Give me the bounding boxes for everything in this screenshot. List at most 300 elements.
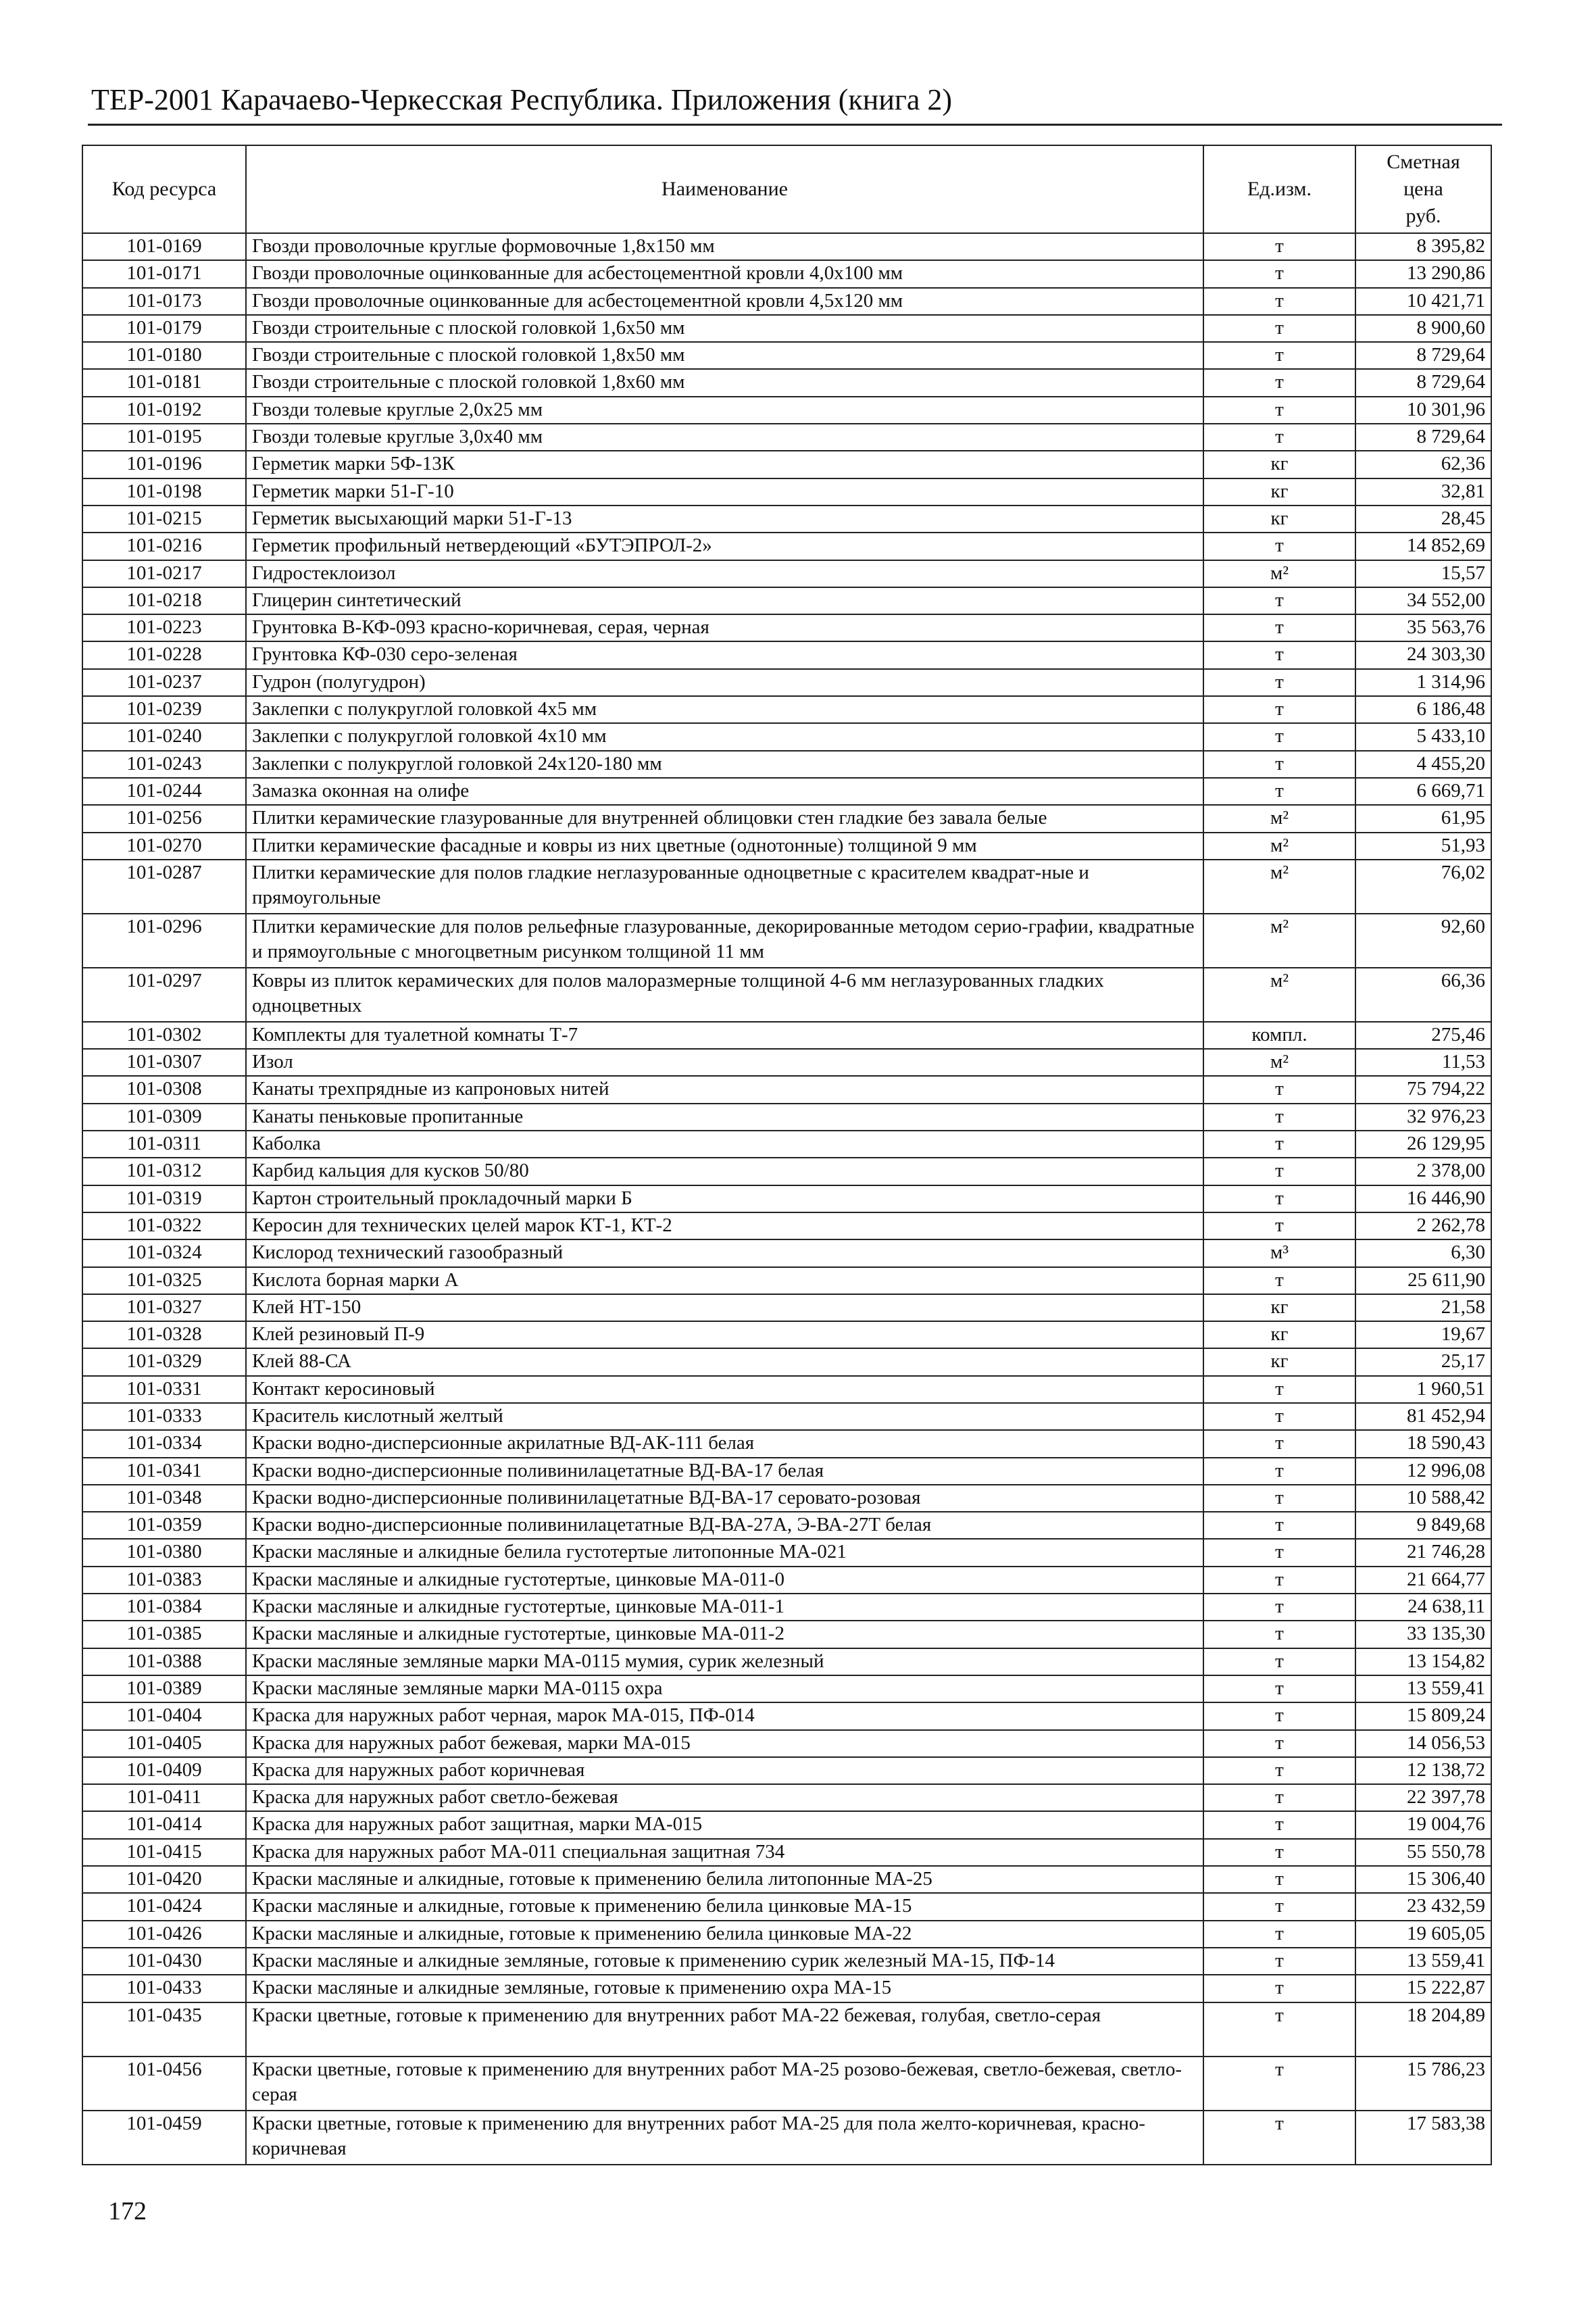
cell-code: 101-0228	[82, 641, 246, 668]
cell-code: 101-0302	[82, 1022, 246, 1049]
cell-name: Краски водно-дисперсионные поливинилацетатные ВД-ВА-17 белая	[246, 1458, 1203, 1485]
table-row	[82, 1512, 1491, 1539]
cell-price: 12 138,72	[1355, 1757, 1491, 1784]
cell-name: Гвозди толевые круглые 3,0х40 мм	[246, 424, 1203, 451]
cell-name: Заклепки с полукруглой головкой 4х10 мм	[246, 723, 1203, 750]
table-row	[82, 641, 1491, 668]
cell-code: 101-0215	[82, 506, 246, 533]
cell-code: 101-0426	[82, 1921, 246, 1948]
cell-code: 101-0309	[82, 1104, 246, 1131]
cell-price: 62,36	[1355, 451, 1491, 478]
cell-name: Герметик марки 51-Г-10	[246, 478, 1203, 506]
cell-price: 13 290,86	[1355, 260, 1491, 287]
table-row	[82, 1702, 1491, 1729]
cell-unit: т	[1203, 233, 1355, 260]
cell-unit: кг	[1203, 506, 1355, 533]
cell-code: 101-0341	[82, 1458, 246, 1485]
cell-unit: м²	[1203, 833, 1355, 860]
cell-unit: т	[1203, 2002, 1355, 2057]
cell-name: Краски цветные, готовые к применению для внутренних работ МА-22 бежевая, голубая, светло-серая	[246, 2002, 1203, 2057]
cell-name: Гвозди проволочные круглые формовочные 1,8х150 мм	[246, 233, 1203, 260]
cell-price: 19 004,76	[1355, 1811, 1491, 1838]
cell-code: 101-0240	[82, 723, 246, 750]
cell-price: 11,53	[1355, 1049, 1491, 1076]
cell-price: 32 976,23	[1355, 1104, 1491, 1131]
cell-unit: м³	[1203, 1239, 1355, 1266]
cell-unit: т	[1203, 1458, 1355, 1485]
cell-price: 21 664,77	[1355, 1567, 1491, 1594]
cell-price: 6 186,48	[1355, 696, 1491, 723]
table-row	[82, 1185, 1491, 1212]
cell-code: 101-0180	[82, 342, 246, 369]
column-header-price	[1355, 145, 1491, 233]
cell-price: 10 301,96	[1355, 397, 1491, 424]
cell-unit: кг	[1203, 1348, 1355, 1375]
cell-price: 16 446,90	[1355, 1185, 1491, 1212]
cell-name: Краска для наружных работ светло-бежевая	[246, 1784, 1203, 1811]
table-row	[82, 2057, 1491, 2111]
cell-unit: т	[1203, 1921, 1355, 1948]
table-row	[82, 1757, 1491, 1784]
cell-code: 101-0324	[82, 1239, 246, 1266]
cell-unit: т	[1203, 1485, 1355, 1512]
cell-name: Краски масляные земляные марки МА-0115 охра	[246, 1675, 1203, 1702]
table-row	[82, 1567, 1491, 1594]
cell-code: 101-0218	[82, 587, 246, 614]
cell-name: Кислород технический газообразный	[246, 1239, 1203, 1266]
table-row	[82, 1975, 1491, 2002]
cell-price: 6,30	[1355, 1239, 1491, 1266]
cell-code: 101-0411	[82, 1784, 246, 1811]
cell-unit: т	[1203, 1594, 1355, 1621]
cell-price: 22 397,78	[1355, 1784, 1491, 1811]
cell-name: Гвозди проволочные оцинкованные для асбестоцементной кровли 4,0х100 мм	[246, 260, 1203, 287]
cell-code: 101-0459	[82, 2111, 246, 2165]
table-row	[82, 1049, 1491, 1076]
cell-unit: т	[1203, 1784, 1355, 1811]
cell-unit: т	[1203, 1185, 1355, 1212]
cell-name: Грунтовка КФ-030 серо-зеленая	[246, 641, 1203, 668]
cell-name: Краски масляные и алкидные, готовые к применению белила цинковые МА-22	[246, 1921, 1203, 1948]
cell-code: 101-0173	[82, 288, 246, 315]
table-row	[82, 587, 1491, 614]
cell-price: 15,57	[1355, 560, 1491, 587]
column-header-price-line3: руб.	[1405, 205, 1441, 227]
cell-name: Канаты пеньковые пропитанные	[246, 1104, 1203, 1131]
cell-name: Краски цветные, готовые к применению для внутренних работ МА-25 для пола желто-коричневая, красно-коричневая	[246, 2111, 1203, 2165]
cell-unit: т	[1203, 533, 1355, 560]
header-divider	[88, 124, 1502, 126]
cell-code: 101-0404	[82, 1702, 246, 1729]
cell-code: 101-0192	[82, 397, 246, 424]
cell-code: 101-0430	[82, 1948, 246, 1975]
cell-name: Краски масляные земляные марки МА-0115 мумия, сурик железный	[246, 1648, 1203, 1675]
cell-code: 101-0433	[82, 1975, 246, 2002]
table-row	[82, 805, 1491, 832]
cell-name: Герметик марки 5Ф-13К	[246, 451, 1203, 478]
cell-unit: м²	[1203, 914, 1355, 968]
cell-name: Краска для наружных работ МА-011 специальная защитная 734	[246, 1839, 1203, 1866]
cell-code: 101-0171	[82, 260, 246, 287]
cell-name: Ковры из плиток керамических для полов малоразмерные толщиной 4-6 мм неглазурованных гладких одноцветных	[246, 968, 1203, 1022]
cell-code: 101-0196	[82, 451, 246, 478]
cell-name: Краски масляные и алкидные земляные, готовые к применению охра МА-15	[246, 1975, 1203, 2002]
table-row	[82, 1158, 1491, 1185]
cell-price: 14 852,69	[1355, 533, 1491, 560]
table-row	[82, 1430, 1491, 1457]
cell-code: 101-0297	[82, 968, 246, 1022]
cell-unit: кг	[1203, 451, 1355, 478]
cell-name: Плитки керамические для полов рельефные глазурованные, декорированные методом серио-графии, квадратные и прямоугольные с многоцветным рисунком толщиной 11 мм	[246, 914, 1203, 968]
cell-code: 101-0179	[82, 315, 246, 342]
cell-price: 21 746,28	[1355, 1539, 1491, 1566]
cell-price: 76,02	[1355, 860, 1491, 914]
cell-name: Грунтовка В-КФ-093 красно-коричневая, серая, черная	[246, 614, 1203, 641]
cell-unit: т	[1203, 1675, 1355, 1702]
cell-price: 1 960,51	[1355, 1376, 1491, 1403]
cell-code: 101-0388	[82, 1648, 246, 1675]
cell-name: Клей НТ-150	[246, 1294, 1203, 1321]
table-row	[82, 1348, 1491, 1375]
cell-unit: т	[1203, 1866, 1355, 1893]
table-row	[82, 696, 1491, 723]
table-row	[82, 614, 1491, 641]
cell-name: Керосин для технических целей марок КТ-1, КТ-2	[246, 1212, 1203, 1239]
cell-name: Краски масляные и алкидные густотертые, цинковые МА-011-2	[246, 1621, 1203, 1648]
cell-unit: т	[1203, 1158, 1355, 1185]
cell-price: 8 729,64	[1355, 369, 1491, 396]
cell-code: 101-0334	[82, 1430, 246, 1457]
table-row	[82, 506, 1491, 533]
column-header-name: Наименование	[246, 145, 1203, 233]
cell-code: 101-0405	[82, 1730, 246, 1757]
cell-code: 101-0195	[82, 424, 246, 451]
cell-unit: т	[1203, 587, 1355, 614]
table-row	[82, 751, 1491, 778]
column-header-code: Код ресурса	[82, 145, 246, 233]
table-row	[82, 424, 1491, 451]
cell-price: 28,45	[1355, 506, 1491, 533]
cell-name: Краска для наружных работ бежевая, марки МА-015	[246, 1730, 1203, 1757]
table-row	[82, 560, 1491, 587]
cell-code: 101-0307	[82, 1049, 246, 1076]
cell-code: 101-0223	[82, 614, 246, 641]
cell-name: Плитки керамические фасадные и ковры из них цветные (однотонные) толщиной 9 мм	[246, 833, 1203, 860]
table-row	[82, 233, 1491, 260]
cell-price: 9 849,68	[1355, 1512, 1491, 1539]
table-row	[82, 342, 1491, 369]
table-row	[82, 533, 1491, 560]
cell-code: 101-0296	[82, 914, 246, 968]
cell-price: 10 421,71	[1355, 288, 1491, 315]
cell-unit: т	[1203, 1131, 1355, 1158]
cell-price: 15 222,87	[1355, 1975, 1491, 2002]
table-row	[82, 1104, 1491, 1131]
cell-code: 101-0217	[82, 560, 246, 587]
cell-price: 32,81	[1355, 478, 1491, 506]
table-row	[82, 1485, 1491, 1512]
cell-name: Изол	[246, 1049, 1203, 1076]
cell-price: 21,58	[1355, 1294, 1491, 1321]
cell-name: Карбид кальция для кусков 50/80	[246, 1158, 1203, 1185]
cell-unit: т	[1203, 424, 1355, 451]
table-row	[82, 723, 1491, 750]
cell-price: 51,93	[1355, 833, 1491, 860]
cell-code: 101-0329	[82, 1348, 246, 1375]
cell-code: 101-0384	[82, 1594, 246, 1621]
cell-unit: т	[1203, 696, 1355, 723]
cell-name: Гвозди строительные с плоской головкой 1,8х60 мм	[246, 369, 1203, 396]
cell-unit: т	[1203, 1267, 1355, 1294]
cell-name: Краски масляные и алкидные густотертые, цинковые МА-011-0	[246, 1567, 1203, 1594]
cell-code: 101-0270	[82, 833, 246, 860]
table-row	[82, 1866, 1491, 1893]
cell-unit: т	[1203, 2111, 1355, 2165]
table-row	[82, 1621, 1491, 1648]
cell-price: 15 809,24	[1355, 1702, 1491, 1729]
cell-price: 275,46	[1355, 1022, 1491, 1049]
cell-name: Краски масляные и алкидные земляные, готовые к применению сурик железный МА-15, ПФ-14	[246, 1948, 1203, 1975]
cell-code: 101-0312	[82, 1158, 246, 1185]
cell-unit: т	[1203, 1104, 1355, 1131]
cell-name: Краситель кислотный желтый	[246, 1403, 1203, 1430]
cell-name: Каболка	[246, 1131, 1203, 1158]
cell-code: 101-0424	[82, 1893, 246, 1920]
cell-name: Гудрон (полугудрон)	[246, 669, 1203, 696]
cell-price: 13 559,41	[1355, 1675, 1491, 1702]
cell-price: 75 794,22	[1355, 1076, 1491, 1103]
cell-code: 101-0319	[82, 1185, 246, 1212]
table-row	[82, 288, 1491, 315]
cell-code: 101-0348	[82, 1485, 246, 1512]
table-row	[82, 669, 1491, 696]
cell-code: 101-0322	[82, 1212, 246, 1239]
table-row	[82, 1811, 1491, 1838]
table-row	[82, 1131, 1491, 1158]
cell-name: Картон строительный прокладочный марки Б	[246, 1185, 1203, 1212]
cell-name: Гвозди строительные с плоской головкой 1,8х50 мм	[246, 342, 1203, 369]
cell-code: 101-0243	[82, 751, 246, 778]
cell-unit: т	[1203, 1648, 1355, 1675]
cell-code: 101-0456	[82, 2057, 246, 2111]
cell-code: 101-0244	[82, 778, 246, 805]
cell-unit: м²	[1203, 560, 1355, 587]
table-row	[82, 1403, 1491, 1430]
cell-price: 66,36	[1355, 968, 1491, 1022]
cell-unit: м²	[1203, 860, 1355, 914]
cell-unit: т	[1203, 1893, 1355, 1920]
cell-unit: компл.	[1203, 1022, 1355, 1049]
cell-code: 101-0216	[82, 533, 246, 560]
cell-name: Гвозди строительные с плоской головкой 1,6х50 мм	[246, 315, 1203, 342]
table-row	[82, 968, 1491, 1022]
cell-unit: т	[1203, 614, 1355, 641]
cell-name: Краска для наружных работ коричневая	[246, 1757, 1203, 1784]
cell-unit: т	[1203, 342, 1355, 369]
cell-name: Герметик профильный нетвердеющий «БУТЭПРОЛ-2»	[246, 533, 1203, 560]
cell-price: 8 900,60	[1355, 315, 1491, 342]
table-row	[82, 914, 1491, 968]
cell-unit: т	[1203, 723, 1355, 750]
cell-unit: т	[1203, 1430, 1355, 1457]
table-row	[82, 1839, 1491, 1866]
cell-unit: т	[1203, 778, 1355, 805]
cell-price: 24 303,30	[1355, 641, 1491, 668]
cell-unit: м²	[1203, 1049, 1355, 1076]
cell-price: 8 395,82	[1355, 233, 1491, 260]
cell-unit: кг	[1203, 1321, 1355, 1348]
cell-name: Замазка оконная на олифе	[246, 778, 1203, 805]
cell-code: 101-0359	[82, 1512, 246, 1539]
table-row	[82, 2002, 1491, 2057]
cell-price: 19,67	[1355, 1321, 1491, 1348]
cell-unit: т	[1203, 260, 1355, 287]
table-row	[82, 1076, 1491, 1103]
cell-name: Краски цветные, готовые к применению для внутренних работ МА-25 розово-бежевая, светло-бежевая, светло-серая	[246, 2057, 1203, 2111]
cell-code: 101-0409	[82, 1757, 246, 1784]
cell-unit: т	[1203, 751, 1355, 778]
table-row	[82, 1294, 1491, 1321]
table-row	[82, 369, 1491, 396]
cell-code: 101-0385	[82, 1621, 246, 1648]
table-row	[82, 1921, 1491, 1948]
cell-name: Глицерин синтетический	[246, 587, 1203, 614]
cell-unit: кг	[1203, 478, 1355, 506]
cell-price: 24 638,11	[1355, 1594, 1491, 1621]
cell-code: 101-0327	[82, 1294, 246, 1321]
cell-price: 26 129,95	[1355, 1131, 1491, 1158]
cell-unit: кг	[1203, 1294, 1355, 1321]
table-row	[82, 1376, 1491, 1403]
cell-price: 8 729,64	[1355, 342, 1491, 369]
table-row	[82, 1212, 1491, 1239]
cell-price: 34 552,00	[1355, 587, 1491, 614]
cell-price: 13 154,82	[1355, 1648, 1491, 1675]
cell-name: Комплекты для туалетной комнаты Т-7	[246, 1022, 1203, 1049]
cell-code: 101-0328	[82, 1321, 246, 1348]
table-row	[82, 860, 1491, 914]
cell-price: 8 729,64	[1355, 424, 1491, 451]
cell-name: Клей резиновый П-9	[246, 1321, 1203, 1348]
cell-code: 101-0311	[82, 1131, 246, 1158]
cell-price: 15 786,23	[1355, 2057, 1491, 2111]
cell-name: Гвозди проволочные оцинкованные для асбестоцементной кровли 4,5х120 мм	[246, 288, 1203, 315]
cell-price: 18 590,43	[1355, 1430, 1491, 1457]
cell-price: 23 432,59	[1355, 1893, 1491, 1920]
table-header-row	[82, 145, 1491, 233]
cell-unit: т	[1203, 288, 1355, 315]
cell-name: Кислота борная марки А	[246, 1267, 1203, 1294]
cell-name: Краски водно-дисперсионные поливинилацетатные ВД-ВА-27А, Э-ВА-27Т белая	[246, 1512, 1203, 1539]
cell-code: 101-0435	[82, 2002, 246, 2057]
table-row	[82, 260, 1491, 287]
cell-price: 4 455,20	[1355, 751, 1491, 778]
cell-name: Контакт керосиновый	[246, 1376, 1203, 1403]
table-row	[82, 1648, 1491, 1675]
cell-name: Краски масляные и алкидные густотертые, цинковые МА-011-1	[246, 1594, 1203, 1621]
cell-unit: т	[1203, 1757, 1355, 1784]
column-header-price-line2: цена	[1403, 178, 1443, 200]
cell-price: 35 563,76	[1355, 614, 1491, 641]
table-row	[82, 478, 1491, 506]
cell-price: 13 559,41	[1355, 1948, 1491, 1975]
cell-code: 101-0198	[82, 478, 246, 506]
table-row	[82, 1594, 1491, 1621]
column-header-unit: Ед.изм.	[1203, 145, 1355, 233]
table-row	[82, 1022, 1491, 1049]
cell-unit: т	[1203, 1948, 1355, 1975]
cell-code: 101-0256	[82, 805, 246, 832]
cell-unit: т	[1203, 1839, 1355, 1866]
page-header-title: ТЕР-2001 Карачаево-Черкесская Республика. Приложения (книга 2)	[91, 83, 953, 116]
table-row	[82, 778, 1491, 805]
cell-name: Краски масляные и алкидные белила густотертые литопонные МА-021	[246, 1539, 1203, 1566]
cell-price: 61,95	[1355, 805, 1491, 832]
column-header-price-line1: Сметная	[1387, 151, 1460, 173]
cell-name: Краска для наружных работ черная, марок МА-015, ПФ-014	[246, 1702, 1203, 1729]
cell-price: 55 550,78	[1355, 1839, 1491, 1866]
cell-name: Краски масляные и алкидные, готовые к применению белила цинковые МА-15	[246, 1893, 1203, 1920]
cell-name: Гвозди толевые круглые 2,0х25 мм	[246, 397, 1203, 424]
cell-price: 19 605,05	[1355, 1921, 1491, 1948]
cell-code: 101-0414	[82, 1811, 246, 1838]
cell-name: Плитки керамические для полов гладкие неглазурованные одноцветные с красителем квадрат-ные и прямоугольные	[246, 860, 1203, 914]
cell-price: 1 314,96	[1355, 669, 1491, 696]
cell-unit: т	[1203, 1567, 1355, 1594]
cell-name: Герметик высыхающий марки 51-Г-13	[246, 506, 1203, 533]
cell-unit: т	[1203, 1403, 1355, 1430]
cell-code: 101-0415	[82, 1839, 246, 1866]
cell-code: 101-0420	[82, 1866, 246, 1893]
cell-code: 101-0287	[82, 860, 246, 914]
table-row	[82, 1675, 1491, 1702]
cell-price: 10 588,42	[1355, 1485, 1491, 1512]
cell-unit: т	[1203, 1212, 1355, 1239]
cell-unit: т	[1203, 669, 1355, 696]
cell-name: Клей 88-СА	[246, 1348, 1203, 1375]
cell-price: 17 583,38	[1355, 2111, 1491, 2165]
resource-price-table	[82, 145, 1492, 2165]
table-row	[82, 1893, 1491, 1920]
cell-price: 92,60	[1355, 914, 1491, 968]
cell-price: 25,17	[1355, 1348, 1491, 1375]
cell-unit: т	[1203, 1702, 1355, 1729]
cell-unit: т	[1203, 1076, 1355, 1103]
cell-price: 33 135,30	[1355, 1621, 1491, 1648]
cell-code: 101-0239	[82, 696, 246, 723]
cell-code: 101-0331	[82, 1376, 246, 1403]
cell-unit: т	[1203, 1539, 1355, 1566]
table-row	[82, 451, 1491, 478]
cell-price: 15 306,40	[1355, 1866, 1491, 1893]
cell-name: Заклепки с полукруглой головкой 4х5 мм	[246, 696, 1203, 723]
cell-code: 101-0308	[82, 1076, 246, 1103]
cell-unit: т	[1203, 1512, 1355, 1539]
cell-name: Краска для наружных работ защитная, марки МА-015	[246, 1811, 1203, 1838]
cell-unit: т	[1203, 397, 1355, 424]
cell-name: Плитки керамические глазурованные для внутренней облицовки стен гладкие без завала белые	[246, 805, 1203, 832]
cell-name: Заклепки с полукруглой головкой 24х120-180 мм	[246, 751, 1203, 778]
cell-code: 101-0383	[82, 1567, 246, 1594]
table-row	[82, 315, 1491, 342]
cell-price: 14 056,53	[1355, 1730, 1491, 1757]
cell-price: 25 611,90	[1355, 1267, 1491, 1294]
cell-unit: м²	[1203, 805, 1355, 832]
table-row	[82, 2111, 1491, 2165]
cell-code: 101-0333	[82, 1403, 246, 1430]
cell-unit: т	[1203, 1621, 1355, 1648]
cell-unit: м²	[1203, 968, 1355, 1022]
